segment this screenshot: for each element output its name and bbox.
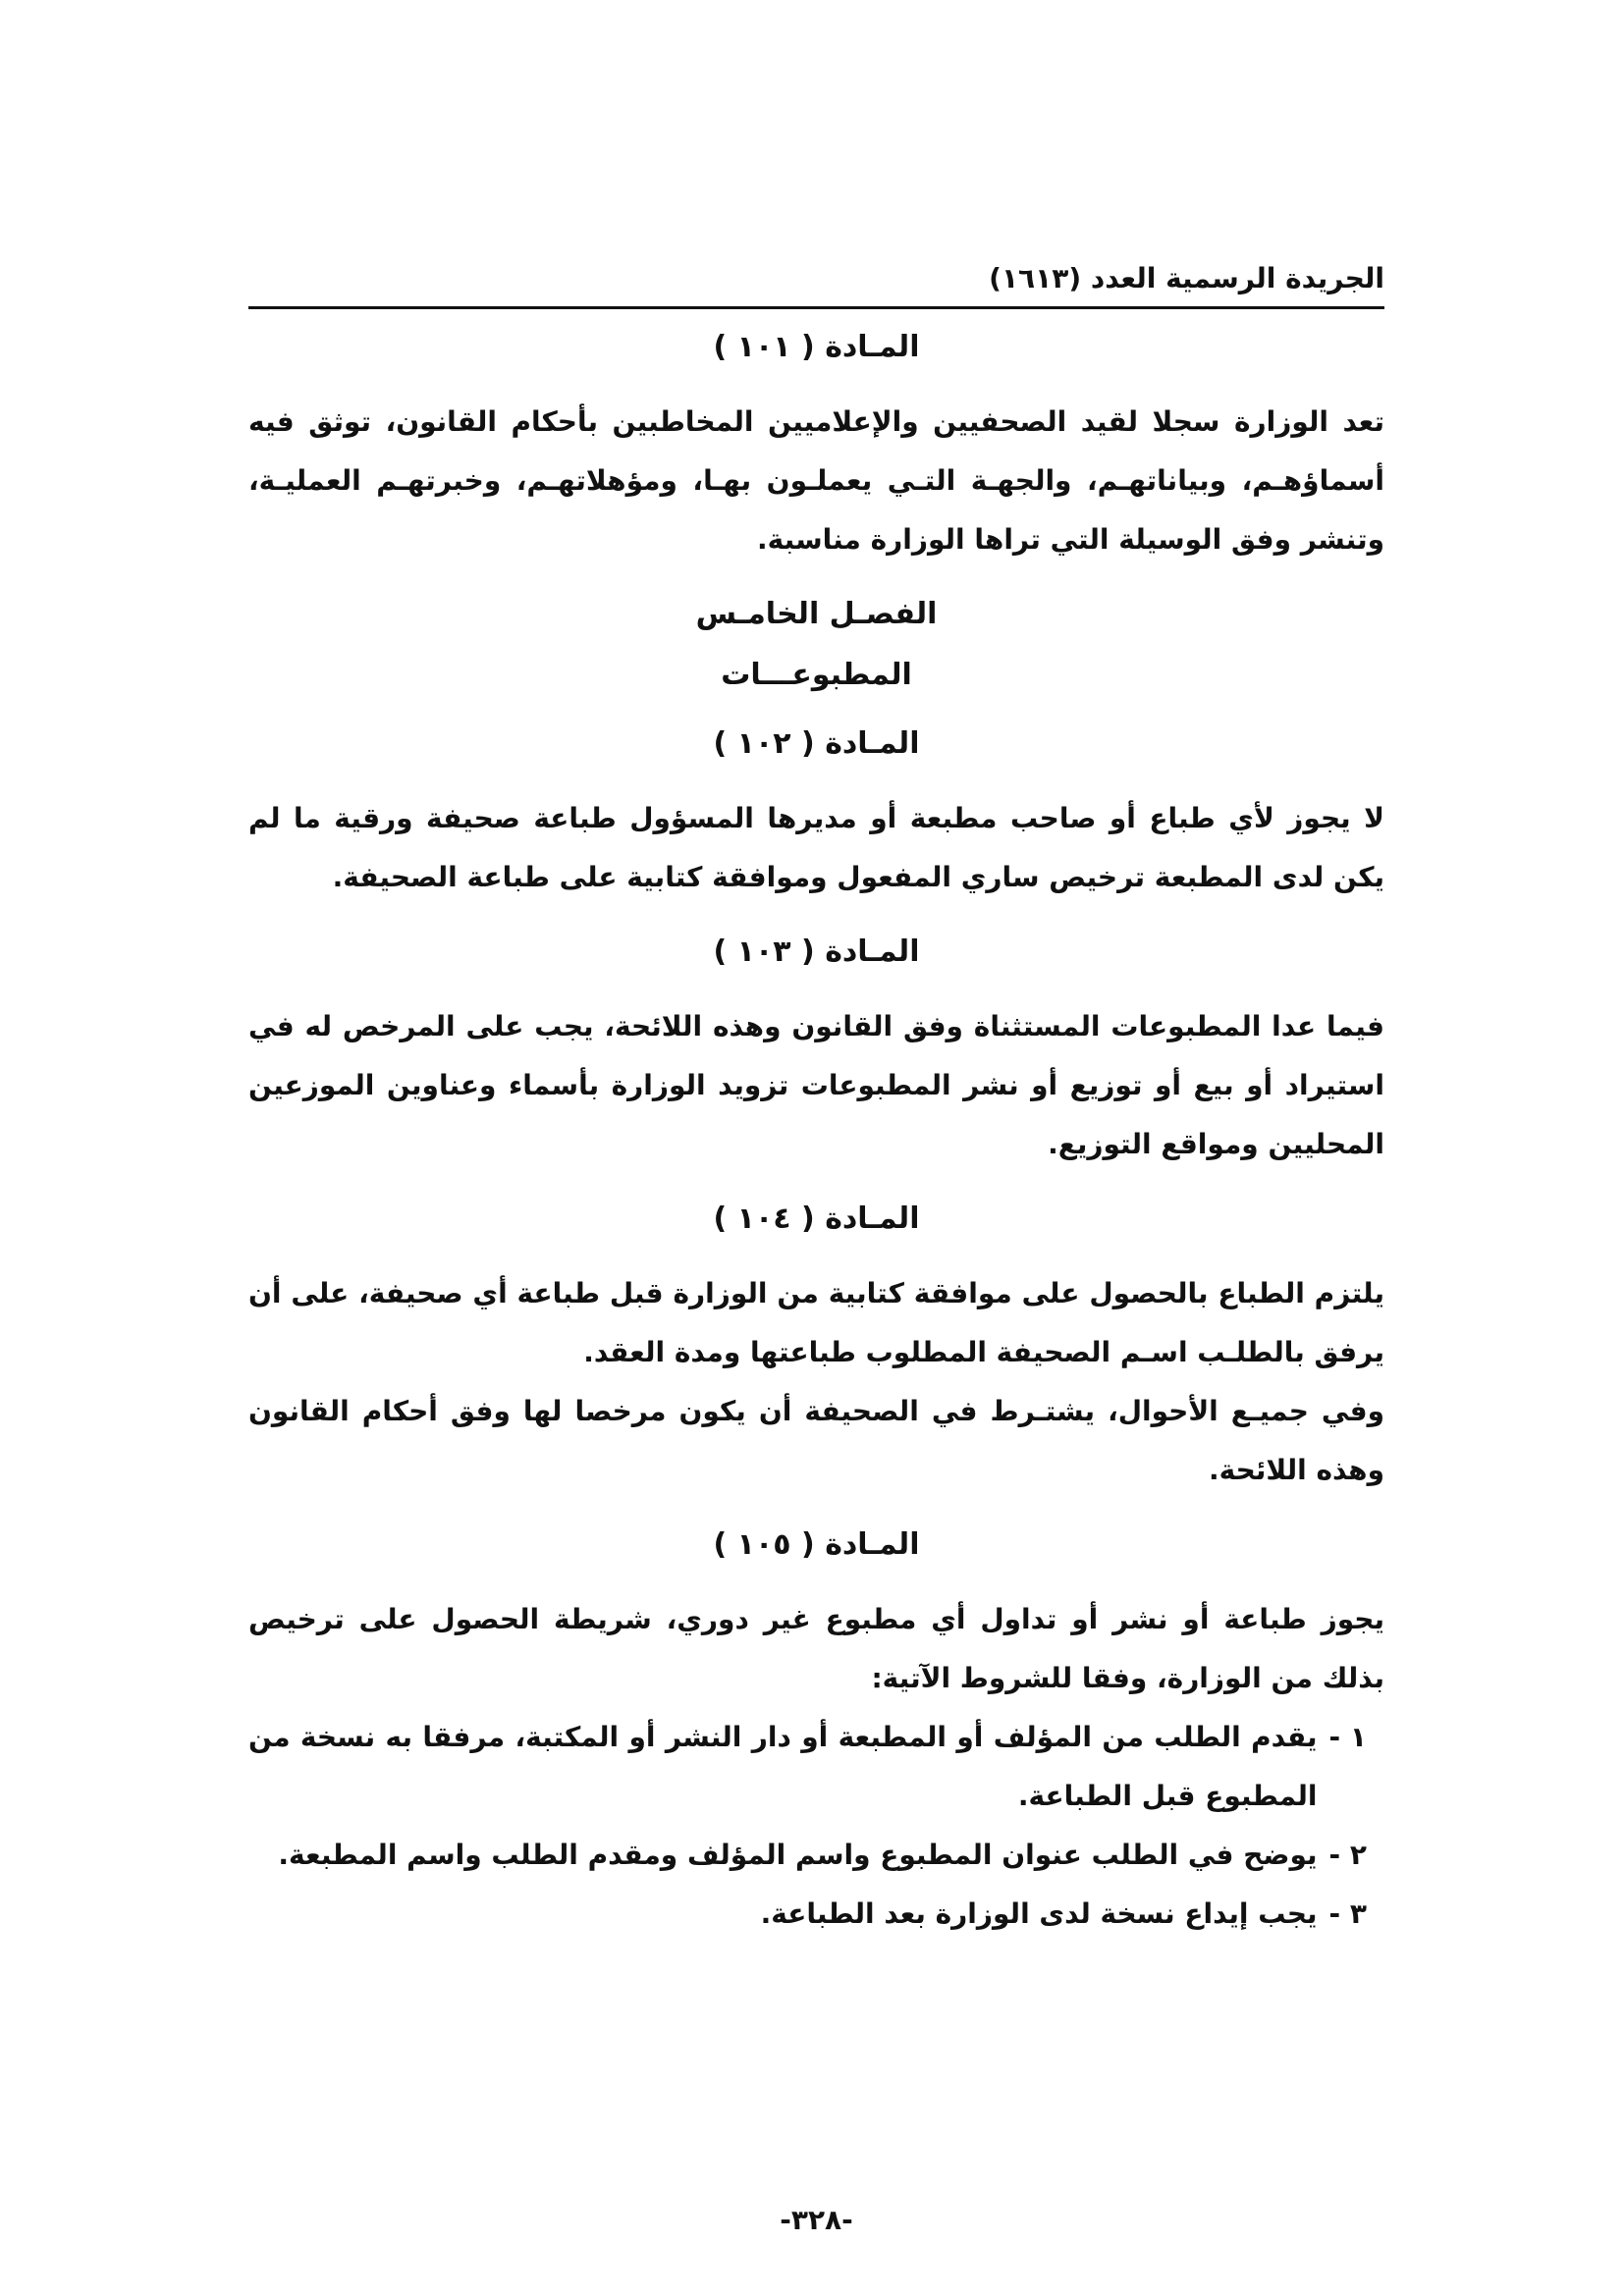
article-heading-105: المـادة ( ١٠٥ ) xyxy=(713,1527,920,1562)
header-divider xyxy=(248,306,1384,309)
article-heading-103: المـادة ( ١٠٣ ) xyxy=(713,934,920,969)
conditions-list xyxy=(248,1708,1384,1944)
chapter-subtitle: المطبوعـــات xyxy=(721,658,912,692)
list-item-number: ٢ - xyxy=(1328,1839,1367,1871)
article-text-104-b: وفي جميـع الأحوال، يشتـرط في الصحيفة أن يكون مرخصا لها وفق أحكام القانون وهذه اللائحة. xyxy=(248,1395,1384,1486)
chapter-title: الفصـل الخامـس xyxy=(695,597,938,631)
article-text-103: فيما عدا المطبوعات المستثناة وفق القانون وهذه اللائحة، يجب على المرخص له في استيراد أو بيع أو توزيع أو نشر المطبوعات تزويد الوزارة بأسماء وعناوين الموزعين المحليين ومواقع التوزيع. xyxy=(248,1010,1384,1160)
list-item xyxy=(248,1885,1384,1944)
page-header xyxy=(248,257,1384,308)
article-heading-101: المـادة ( ١٠١ ) xyxy=(713,330,920,364)
list-item-number: ١ - xyxy=(1328,1721,1367,1753)
article-text-104-a: يلتزم الطباع بالحصول على موافقة كتابية من الوزارة قبل طباعة أي صحيفة، على أن يرفق بالطلـب اسـم الصحيفة المطلوب طباعتها ومدة العقد. xyxy=(248,1277,1384,1368)
list-item-text: يقدم الطلب من المؤلف أو المطبعة أو دار النشر أو المكتبة، مرفقا به نسخة من المطبوع قبل الطباعة. xyxy=(248,1721,1318,1812)
article-text-102: لا يجوز لأي طباع أو صاحب مطبعة أو مديرها المسؤول طباعة صحيفة ورقية ما لم يكن لدى المطبعة ترخيص ساري المفعول وموافقة كتابية على طباعة الصحيفة. xyxy=(248,802,1384,893)
article-text-105: يجوز طباعة أو نشر أو تداول أي مطبوع غير دوري، شريطة الحصول على ترخيص بذلك من الوزارة، وفقا للشروط الآتية: xyxy=(248,1603,1384,1694)
list-item xyxy=(248,1826,1384,1885)
article-heading-104: المـادة ( ١٠٤ ) xyxy=(713,1201,920,1236)
page-number: -٣٢٨- xyxy=(780,2204,853,2236)
list-item-text: يجب إيداع نسخة لدى الوزارة بعد الطباعة. xyxy=(760,1897,1318,1930)
list-item-number: ٣ - xyxy=(1328,1897,1367,1930)
list-item-text: يوضح في الطلب عنوان المطبوع واسم المؤلف ومقدم الطلب واسم المطبعة. xyxy=(278,1839,1318,1871)
list-item xyxy=(248,1708,1384,1826)
document-body xyxy=(248,324,1384,1944)
article-heading-102: المـادة ( ١٠٢ ) xyxy=(713,726,920,761)
gazette-header-title: الجريدة الرسمية العدد (١٦١٣) xyxy=(989,262,1384,294)
article-text-101: تعد الوزارة سجلا لقيد الصحفيين والإعلاميين المخاطبين بأحكام القانون، توثق فيه أسماؤهـم، وبياناتهـم، والجهـة التـي يعملـون بهـا، ومؤهلاتهـم، وخبرتهـم العمليـة، وتنشر وفق الوسيلة التي تراها الوزارة مناسبة. xyxy=(248,405,1384,556)
